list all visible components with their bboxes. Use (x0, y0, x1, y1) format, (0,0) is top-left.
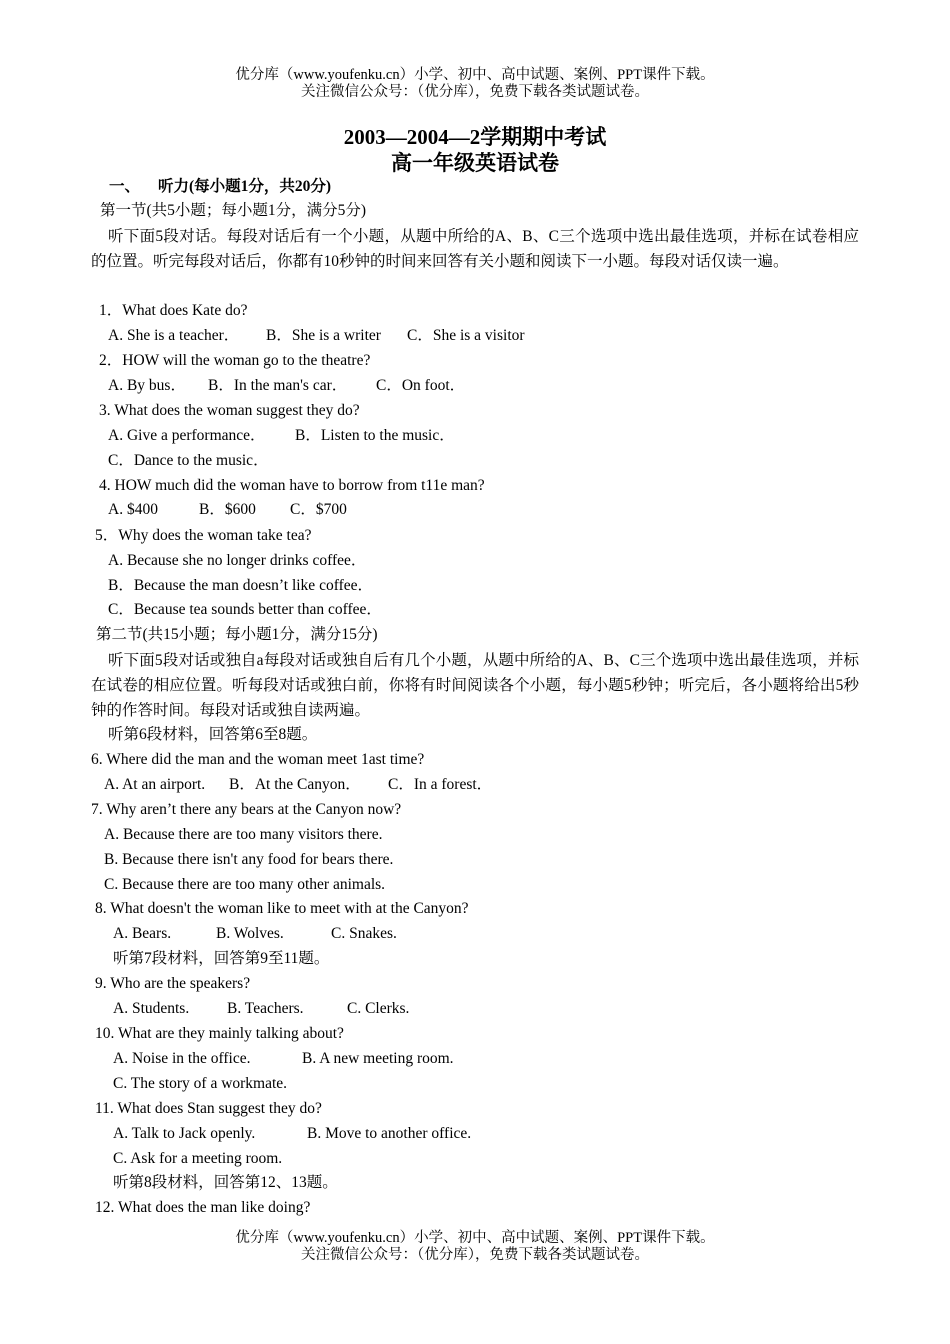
q4-option-b: B．$600 (199, 501, 256, 518)
question-11: 11. What does Stan suggest they do? (95, 1100, 322, 1117)
header-line-2: 关注微信公众号：（优分库），免费下载各类试题试卷。 (301, 84, 649, 100)
q1-option-a: A. She is a teacher． (108, 327, 240, 344)
question-2-options (108, 376, 465, 396)
question-6: 6. Where did the man and the woman meet 1ast time? (91, 751, 425, 768)
header-line-1: 优分库（www.youfenku.cn）小学、初中、高中试题、案例、PPT课件下载。 (235, 67, 715, 83)
q8-option-a: A. Bears. (113, 925, 172, 942)
section1-heading: 第一节(共5小题；每小题1分，满分5分) (100, 202, 367, 219)
question-8-options (113, 924, 397, 944)
question-6-options (104, 775, 492, 795)
part1-heading: 听力(每小题1分，共20分) (158, 178, 332, 195)
q2-option-c: C．On foot． (376, 377, 466, 394)
q11-option-a: A. Talk to Jack openly. (113, 1125, 256, 1142)
question-3-options (108, 426, 455, 446)
section2-heading: 第二节(共15小题；每小题1分，满分15分) (96, 626, 378, 643)
q10-option-c: C. The story of a workmate. (113, 1075, 288, 1092)
material-7-note: 听第7段材料，回答第9至11题。 (113, 950, 330, 967)
q3-option-b: B．Listen to the music． (295, 427, 455, 444)
q7-option-b: B. Because there isn't any food for bears there. (104, 851, 394, 868)
question-7: 7. Why aren’t there any bears at the Canyon now? (91, 801, 402, 818)
section2-instruction: 听下面5段对话或独自a每段对话或独自后有几个小题，从题中所给的A、B、C三个选项中选出最佳选项，并标在试卷的相应位置。听每段对话或独白前，你将有时间阅读各个小题，每小题5秒钟；听完后，各小题将给出5秒钟的作答时间。每段对话或独自读两遍。 (91, 652, 859, 719)
q9-option-c: C. Clerks. (347, 1000, 410, 1017)
q7-option-a: A. Because there are too many visitors there. (104, 826, 383, 843)
q6-option-a: A. At an airport. (104, 776, 206, 793)
q4-option-c: C．$700 (290, 501, 347, 518)
question-3: 3. What does the woman suggest they do? (99, 402, 360, 419)
q10-option-b: B. A new meeting room. (302, 1050, 454, 1067)
q6-option-c: C．In a forest． (388, 776, 493, 793)
exam-title-line-1: 2003—2004—2学期期中考试 (343, 125, 607, 149)
exam-title-line-2: 高一年级英语试卷 (391, 151, 559, 175)
question-10-options (113, 1049, 454, 1069)
page-header (0, 67, 950, 101)
q1-option-b: B．She is a writer (266, 327, 381, 344)
section1-instruction: 听下面5段对话。每段对话后有一个小题，从题中所给的A、B、C三个选项中选出最佳选项，并标在试卷相应的位置。听完每段对话后，你都有10秒钟的时间来回答有关小题和阅读下一小题。每段对话仅读一遍。 (91, 228, 859, 270)
q11-option-b: B. Move to another office. (307, 1125, 472, 1142)
q9-option-b: B. Teachers. (227, 1000, 304, 1017)
q3-option-a: A. Give a performance． (108, 427, 266, 444)
q11-option-c: C. Ask for a meeting room. (113, 1150, 283, 1167)
question-8: 8. What doesn't the woman like to meet with at the Canyon? (95, 900, 469, 917)
q5-option-c: C．Because tea sounds better than coffee． (108, 601, 382, 618)
q5-option-a: A. Because she no longer drinks coffee． (108, 552, 367, 569)
question-9-options (113, 999, 409, 1019)
q2-option-b: B．In the man's car． (208, 377, 348, 394)
question-12: 12. What does the man like doing? (95, 1199, 311, 1216)
footer-line-1: 优分库（www.youfenku.cn）小学、初中、高中试题、案例、PPT课件下载。 (235, 1230, 715, 1246)
question-1: 1．What does Kate do? (99, 302, 248, 319)
question-5: 5．Why does the woman take tea? (95, 527, 312, 544)
question-9: 9. Who are the speakers? (95, 975, 251, 992)
q9-option-a: A. Students. (113, 1000, 190, 1017)
page-footer (0, 1230, 950, 1264)
question-11-options (113, 1124, 471, 1144)
question-4-options (108, 500, 347, 520)
q6-option-b: B．At the Canyon． (229, 776, 361, 793)
material-6-note: 听第6段材料，回答第6至8题。 (108, 726, 318, 743)
q4-option-a: A. $400 (108, 501, 158, 518)
material-8-note: 听第8段材料，回答第12、13题。 (113, 1174, 338, 1191)
question-1-options (108, 326, 525, 346)
q7-option-c: C. Because there are too many other animals. (104, 876, 386, 893)
question-10: 10. What are they mainly talking about? (95, 1025, 344, 1042)
q3-option-c: C．Dance to the music． (108, 452, 269, 469)
q2-option-a: A. By bus． (108, 377, 186, 394)
question-4: 4. HOW much did the woman have to borrow from t11e man? (99, 477, 485, 494)
q1-option-c: C．She is a visitor (407, 327, 525, 344)
question-2: 2．HOW will the woman go to the theatre? (99, 352, 371, 369)
q8-option-b: B. Wolves. (216, 925, 284, 942)
q10-option-a: A. Noise in the office. (113, 1050, 251, 1067)
q5-option-b: B．Because the man doesn’t like coffee． (108, 577, 373, 594)
part1-number: 一、 (109, 178, 141, 195)
footer-line-2: 关注微信公众号：（优分库），免费下载各类试题试卷。 (301, 1247, 649, 1263)
q8-option-c: C. Snakes. (331, 925, 397, 942)
